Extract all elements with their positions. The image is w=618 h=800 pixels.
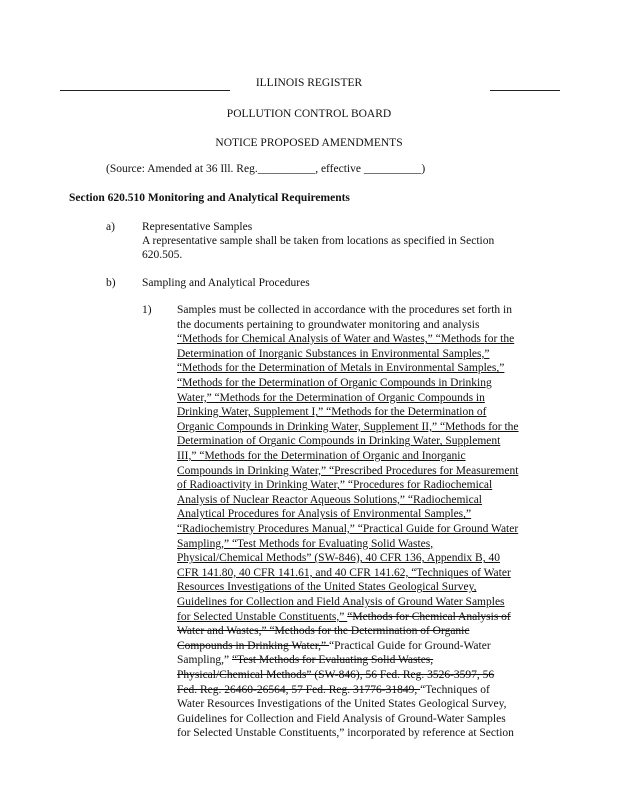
item-b1-line	[177, 727, 514, 740]
added-text: Organic Compounds in Drinking Water, Supplement II,” “Methods for the	[177, 420, 519, 433]
item-b1-line	[177, 479, 492, 492]
added-text: of Radioactivity in Drinking Water,” “Procedures for Radiochemical	[177, 479, 493, 492]
added-text: “Methods for Chemical Analysis of Water and Wastes,” “Methods for the	[177, 333, 515, 346]
deleted-text: Water and Wastes,” “Methods for the Determination of Organic	[177, 625, 470, 638]
deleted-text: Fed. Reg. 26460-26564, 57 Fed. Reg. 31776-31849,	[177, 683, 421, 696]
text-segment: “Practical Guide for Ground-Water	[329, 639, 491, 652]
item-b1-line	[177, 640, 491, 653]
item-b1-line	[177, 362, 504, 375]
header-rule-left	[60, 90, 230, 91]
item-a-line: 620.505.	[142, 249, 183, 261]
item-b1-line	[177, 333, 514, 346]
item-b1-line	[177, 669, 494, 682]
text-segment: Samples must be collected in accordance with the procedures set forth in	[177, 304, 512, 316]
item-b1-line	[177, 421, 519, 434]
item-b1-line	[177, 508, 471, 521]
deleted-text: Physical/Chemical Methods” (SW-846), 56 Fed. Reg. 3526-3597, 56	[177, 669, 495, 681]
register-title: ILLINOIS REGISTER	[255, 77, 363, 89]
item-b1-line	[177, 465, 518, 478]
item-a-title: Representative Samples	[142, 221, 253, 233]
text-segment: Water Resources Investigations of the United States Geological Survey,	[177, 698, 507, 711]
item-b1-line	[177, 596, 505, 609]
item-b1-line	[177, 713, 506, 726]
added-text: Sampling,” “Test Methods for Evaluating Solid Wastes,	[177, 537, 434, 550]
item-b1-line	[177, 494, 482, 507]
added-text: CFR 141.80, 40 CFR 141.61, and 40 CFR 141.62, “Techniques of Water	[177, 566, 511, 579]
notice-title: NOTICE PROPOSED AMENDMENTS	[215, 137, 403, 149]
deleted-text: “Methods for Chemical Analysis of	[347, 610, 511, 623]
deleted-text: “Test Methods for Evaluating Solid Wastes,	[231, 654, 434, 667]
added-text: “Methods for the Determination of Metals in Environmental Samples,”	[177, 362, 505, 375]
item-b1-line	[177, 392, 485, 405]
text-segment: “Techniques of	[420, 683, 490, 696]
added-text: Analysis of Nuclear Reactor Aqueous Solutions,” “Radiochemical	[177, 493, 482, 506]
item-a-label: a)	[106, 221, 115, 233]
board-title: POLLUTION CONTROL BOARD	[226, 108, 392, 120]
item-b1-line	[177, 435, 500, 448]
item-b1-line	[177, 450, 466, 463]
item-b1-line	[177, 348, 489, 361]
added-text: Drinking Water, Supplement I,” “Methods for the Determination of	[177, 406, 487, 419]
item-b1-line	[177, 611, 511, 624]
section-heading: Section 620.510 Monitoring and Analytical Requirements	[69, 192, 350, 204]
added-text: for Selected Unstable Constituents,”	[177, 610, 348, 623]
item-b1-line	[177, 538, 433, 551]
item-b1-line	[177, 552, 500, 565]
item-b1-line	[177, 684, 490, 697]
added-text: Analytical Procedures for Analysis of Environmental Samples,”	[177, 508, 472, 521]
item-b-title: Sampling and Analytical Procedures	[142, 277, 310, 289]
added-text: Determination of Inorganic Substances in Environmental Samples,”	[177, 347, 490, 360]
added-text: Determination of Organic Compounds in Drinking Water, Supplement	[177, 435, 501, 448]
item-b1-line	[177, 654, 433, 667]
added-text: Water,” “Methods for the Determination of Organic Compounds in	[177, 391, 485, 404]
item-b1-label: 1)	[142, 304, 152, 316]
added-text: Compounds in Drinking Water,” “Prescribed Procedures for Measurement	[177, 464, 519, 477]
item-b1-line	[177, 406, 486, 419]
source-note: (Source: Amended at 36 Ill. Reg.__________, effective __________)	[106, 163, 426, 175]
deleted-text: Compounds in Drinking Water,”	[177, 639, 330, 652]
item-b1-line	[177, 698, 507, 711]
item-b1-line	[177, 377, 492, 390]
added-text: “Methods for the Determination of Organic Compounds in Drinking	[177, 377, 492, 389]
added-text: “Radiochemistry Procedures Manual,” “Practical Guide for Ground Water	[177, 523, 519, 535]
added-text: Guidelines for Collection and Field Analysis of Ground Water Samples	[177, 596, 505, 608]
text-segment: Sampling,”	[177, 654, 232, 667]
item-b-label: b)	[106, 277, 116, 289]
item-b1-line	[177, 625, 469, 638]
added-text: III,” “Methods for the Determination of Organic and Inorganic	[177, 450, 466, 462]
item-a-line: A representative sample shall be taken from locations as specified in Section	[142, 235, 495, 247]
text-segment: Guidelines for Collection and Field Analysis of Ground-Water Samples	[177, 712, 506, 725]
added-text: Resources Investigations of the United States Geological Survey,	[177, 581, 477, 594]
item-b1-line	[177, 581, 476, 594]
header-rule-right	[490, 90, 560, 91]
item-b1-line	[177, 304, 512, 317]
text-segment: for Selected Unstable Constituents,” incorporated by reference at Section	[177, 727, 514, 740]
added-text: Physical/Chemical Methods” (SW-846), 40 CFR 136, Appendix B, 40	[177, 552, 500, 565]
item-b1-line	[177, 567, 511, 580]
item-b1-line	[177, 523, 518, 536]
text-segment: the documents pertaining to groundwater monitoring and analysis	[177, 318, 480, 331]
item-b1-line	[177, 319, 479, 332]
